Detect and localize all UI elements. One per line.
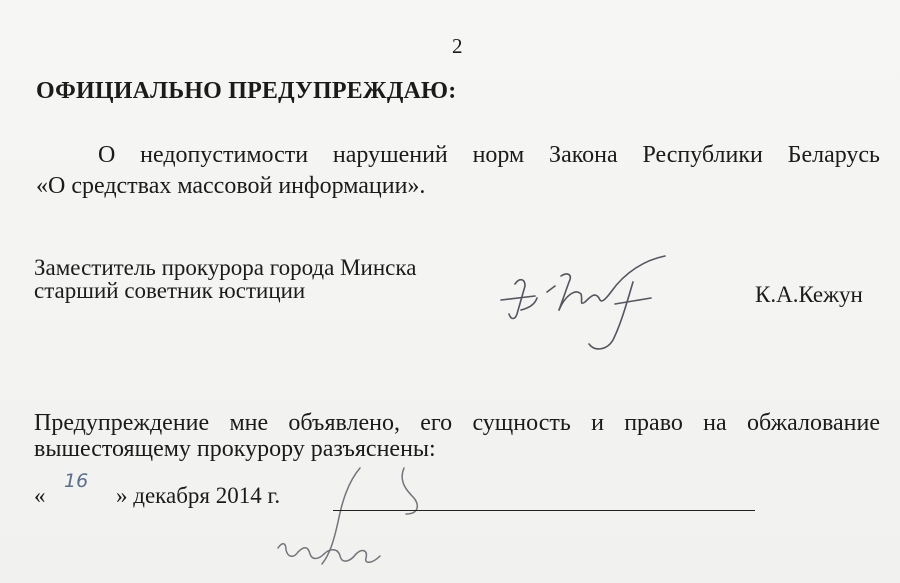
handwritten-day: 16 [64, 470, 89, 492]
prosecutor-signature [495, 252, 685, 362]
warning-line-1: О недопустимости нарушений норм Закона Республики Беларусь [98, 142, 880, 168]
date-month-year: » декабря 2014 г. [116, 483, 281, 508]
acknowledgement-paragraph [34, 410, 880, 462]
acknowledgement-line-1: Предупреждение мне объявлено, его сущность и право на обжалование [34, 410, 880, 436]
warning-paragraph [36, 140, 880, 202]
date-open-quote: « [34, 483, 46, 508]
official-position-line-1: Заместитель прокурора города Минска [34, 255, 417, 280]
official-position-line-2: старший советник юстиции [34, 278, 306, 303]
official-name: К.А.Кежун [755, 282, 863, 307]
page-number: 2 [452, 34, 463, 58]
signature-line [333, 510, 755, 511]
recipient-signature [268, 462, 458, 577]
acknowledgement-line-2: вышестоящему прокурору разъяснены: [34, 436, 436, 462]
warning-line-2: «О средствах массовой информации». [36, 173, 426, 199]
document-heading: ОФИЦИАЛЬНО ПРЕДУПРЕЖДАЮ: [36, 78, 457, 104]
